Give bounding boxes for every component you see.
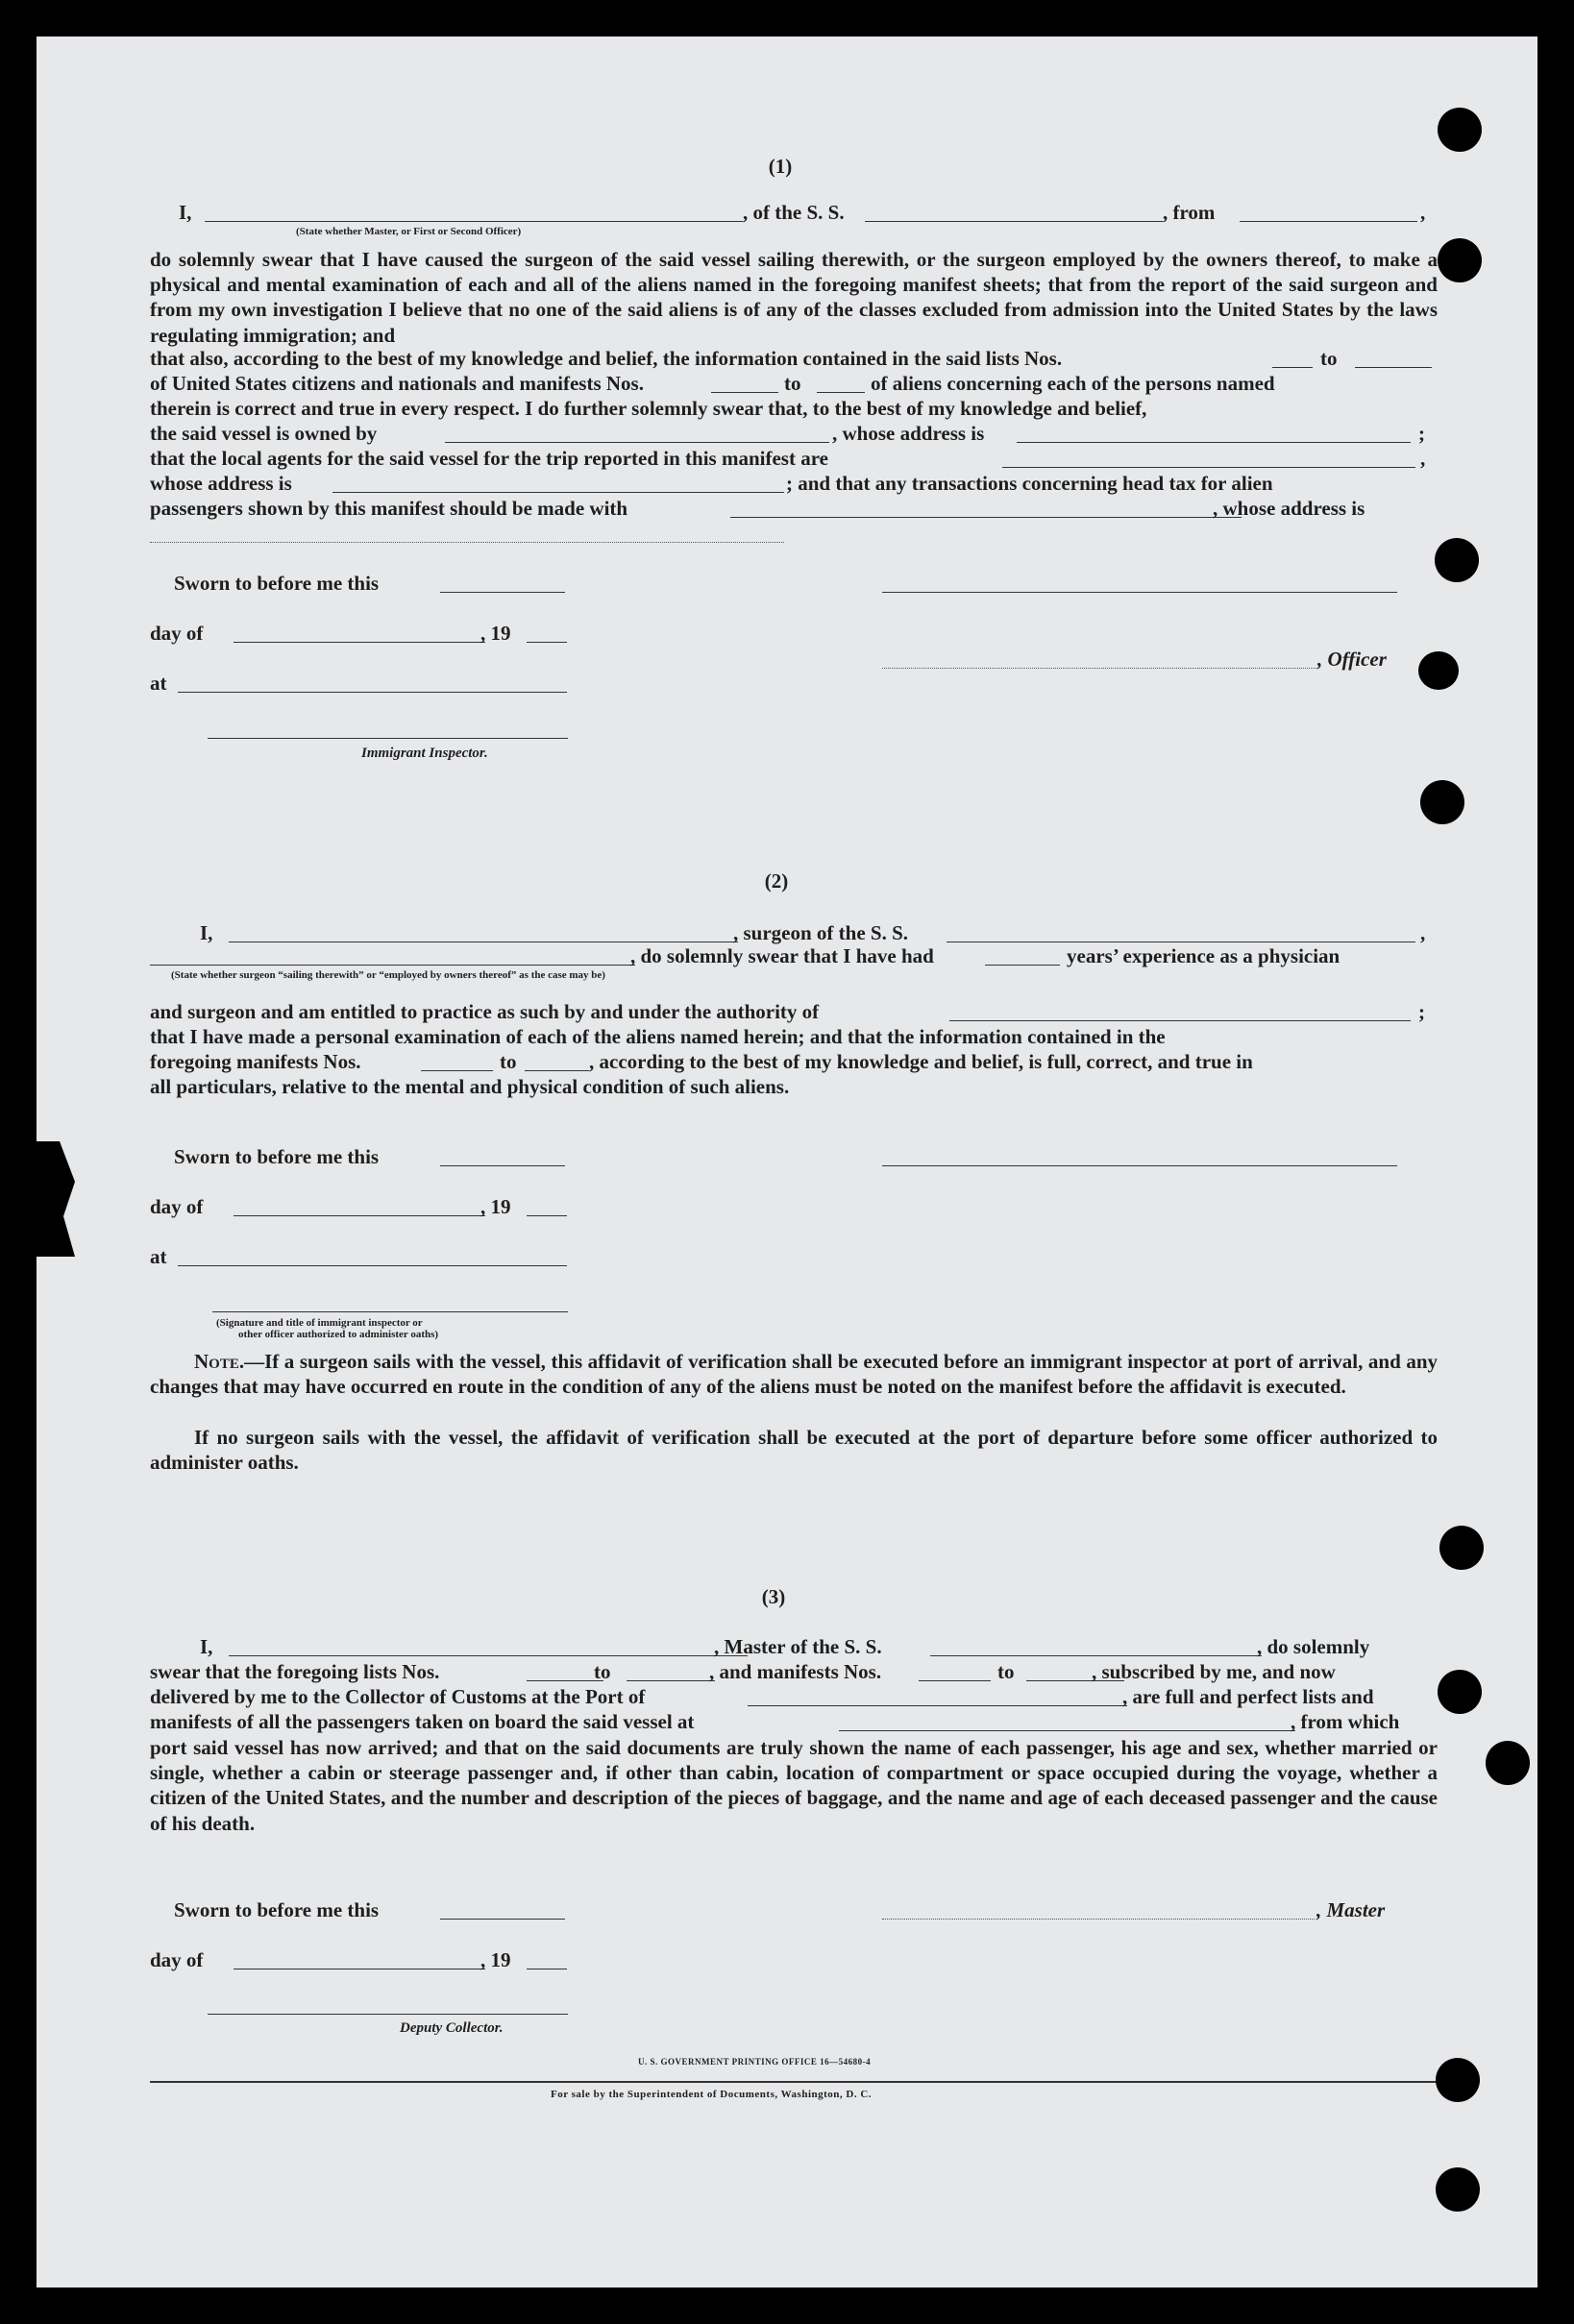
s1-manifests-to-label: to bbox=[784, 372, 801, 395]
s2-sailing-blank[interactable] bbox=[150, 965, 635, 966]
s2-authority-blank[interactable] bbox=[949, 1020, 1411, 1021]
s3-collector-label: Deputy Collector. bbox=[400, 2020, 504, 2036]
s2-year-label: , 19 bbox=[480, 1195, 511, 1218]
s1-at-blank[interactable] bbox=[178, 692, 567, 693]
punch-hole-1 bbox=[1438, 108, 1482, 152]
s1-agents-address-blank[interactable] bbox=[332, 492, 784, 493]
s3-solemnly-text: , do solemnly bbox=[1257, 1635, 1370, 1658]
s3-sworn-label: Sworn to before me this bbox=[174, 1898, 380, 1921]
s1-signature-blank[interactable] bbox=[882, 592, 1397, 593]
s2-signature-note-1: (Signature and title of immigrant inspector or bbox=[216, 1317, 423, 1329]
s1-officer-label: , Officer bbox=[1317, 648, 1387, 671]
punch-hole-4 bbox=[1418, 651, 1459, 690]
s3-subscribed-text: , subscribed by me, and now bbox=[1092, 1660, 1336, 1683]
s3-body: port said vessel has now arrived; and that on the said documents are truly shown the name of each passenger, his age and sex, whether married or single, whether a cabin or steerage passenger and, if other than cabin, location of compartment or space occupied during the voyage, whether a citizen of the United States, and the number and description of the pieces of baggage, and the name and age of each deceased passenger and the cause of his death. bbox=[150, 1736, 1438, 1835]
s1-lists-to-label: to bbox=[1320, 347, 1338, 370]
s1-inspector-sign-blank[interactable] bbox=[208, 738, 568, 739]
s1-i-label: I, bbox=[179, 201, 192, 224]
s2-note-text: —If a surgeon sails with the vessel, this affidavit of verification shall be executed before an immigrant inspector at port of arrival, and any changes that may have occurred en route in the condition of any of the aliens must be noted on the manifest before the affidavit is executed. bbox=[150, 1350, 1438, 1399]
s3-from-which-text: , from which bbox=[1291, 1710, 1400, 1733]
s3-collector-sign-blank[interactable] bbox=[208, 2014, 568, 2015]
s1-manifests-from-blank[interactable] bbox=[711, 392, 778, 393]
s1-year-label: , 19 bbox=[480, 622, 511, 645]
s3-master-label: , Master bbox=[1316, 1898, 1386, 1921]
s1-headtax-blank[interactable] bbox=[730, 517, 1242, 518]
s1-of-ss-label: , of the S. S. bbox=[743, 201, 845, 224]
s1-day-label: day of bbox=[150, 622, 204, 645]
s1-headtax-address-blank[interactable] bbox=[150, 542, 784, 543]
s2-years-text: years’ experience as a physician bbox=[1067, 944, 1340, 967]
s2-sworn-blank[interactable] bbox=[440, 1165, 565, 1166]
punch-hole-9 bbox=[1436, 2058, 1480, 2102]
s1-owner-end: ; bbox=[1418, 422, 1425, 445]
s2-at-blank[interactable] bbox=[178, 1265, 567, 1266]
s1-agents-address-label: whose address is bbox=[150, 472, 292, 495]
s1-aliens-text: of aliens concerning each of the persons named bbox=[871, 372, 1275, 395]
s2-note-label: Note. bbox=[194, 1350, 245, 1373]
s1-from-blank[interactable] bbox=[1240, 221, 1417, 222]
punch-hole-8 bbox=[1486, 1741, 1530, 1785]
s2-full-correct-text: , according to the best of my knowledge and belief, is full, correct, and true in bbox=[589, 1050, 1253, 1073]
s1-officer-blank[interactable] bbox=[205, 221, 743, 222]
s1-owner-address-label: , whose address is bbox=[832, 422, 985, 445]
s1-lists-to-blank[interactable] bbox=[1355, 367, 1432, 368]
s3-port-blank[interactable] bbox=[748, 1705, 1127, 1706]
s3-manifests-text: manifests of all the passengers taken on board the said vessel at bbox=[150, 1710, 695, 1733]
s2-inspector-sign-blank[interactable] bbox=[212, 1311, 568, 1312]
s3-full-lists-text: , are full and perfect lists and bbox=[1122, 1685, 1374, 1708]
s1-owned-label: the said vessel is owned by bbox=[150, 422, 378, 445]
s2-manifests-from-blank[interactable] bbox=[421, 1070, 493, 1071]
s3-lists-from-blank[interactable] bbox=[527, 1680, 603, 1681]
s3-year-label: , 19 bbox=[480, 1948, 511, 1971]
s2-surgeon-of-label: , surgeon of the S. S. bbox=[733, 921, 909, 944]
punch-hole-7 bbox=[1438, 1670, 1482, 1714]
s1-agents-text: that the local agents for the said vessel for the trip reported in this manifest are bbox=[150, 447, 828, 470]
s1-line1-end: , bbox=[1420, 201, 1426, 224]
s1-headtax-text: ; and that any transactions concerning head tax for alien bbox=[786, 472, 1273, 495]
s3-master-sign-blank[interactable] bbox=[882, 1919, 1315, 1920]
s2-swear-text: , do solemnly swear that I have had bbox=[630, 944, 934, 967]
s3-port-text: delivered by me to the Collector of Customs at the Port of bbox=[150, 1685, 646, 1708]
s1-sworn-label: Sworn to before me this bbox=[174, 572, 380, 595]
s2-day-blank[interactable] bbox=[234, 1215, 485, 1216]
s1-manifests-text: of United States citizens and nationals and manifests Nos. bbox=[150, 372, 644, 395]
s3-manifests-to-label: to bbox=[997, 1660, 1015, 1683]
s3-lists-label: swear that the foregoing lists Nos. bbox=[150, 1660, 440, 1683]
section-1-heading: (1) bbox=[768, 155, 793, 178]
s1-officer-note: (State whether Master, or First or Second Officer) bbox=[296, 226, 522, 237]
s3-i-label: I, bbox=[200, 1635, 213, 1658]
s2-manifests-label: foregoing manifests Nos. bbox=[150, 1050, 361, 1073]
form-page bbox=[37, 37, 1537, 2287]
paper-edge-tear bbox=[37, 1141, 75, 1257]
s3-master-of-label: , Master of the S. S. bbox=[714, 1635, 882, 1658]
s1-vessel-blank[interactable] bbox=[865, 221, 1163, 222]
s1-year-blank[interactable] bbox=[527, 642, 567, 643]
s3-sworn-blank[interactable] bbox=[440, 1919, 565, 1920]
s2-examination-text: that I have made a personal examination of each of the aliens named herein; and that the information contained in the bbox=[150, 1025, 1166, 1048]
s2-note-2: If no surgeon sails with the vessel, the affidavit of verification shall be executed at the port of departure before some officer authorized to administer oaths. bbox=[150, 1426, 1438, 1475]
printing-office-imprint: U. S. GOVERNMENT PRINTING OFFICE 16—54680-4 bbox=[638, 2057, 872, 2067]
punch-hole-2 bbox=[1438, 238, 1482, 282]
s1-inspector-label: Immigrant Inspector. bbox=[361, 746, 488, 761]
section-3-heading: (3) bbox=[761, 1585, 786, 1608]
s1-officer-sign-blank[interactable] bbox=[882, 668, 1317, 669]
s2-signature-blank[interactable] bbox=[882, 1165, 1397, 1166]
s1-headtax-address-label: , whose address is bbox=[1213, 497, 1365, 520]
s2-years-blank[interactable] bbox=[985, 965, 1060, 966]
s3-lists-to-label: to bbox=[594, 1660, 611, 1683]
s2-note bbox=[150, 1349, 1438, 1399]
s1-from-label: , from bbox=[1163, 201, 1216, 224]
s2-manifests-to-label: to bbox=[500, 1050, 517, 1073]
s1-owner-address-blank[interactable] bbox=[1017, 442, 1411, 443]
s3-manifests-from-blank[interactable] bbox=[919, 1680, 991, 1681]
section-2-heading: (2) bbox=[764, 869, 789, 893]
s1-body: do solemnly swear that I have caused the surgeon of the said vessel sailing therewith, or the surgeon employed by the owners thereof, to make a physical and mental examination of each and all of the aliens named in the foregoing manifest sheets; that from the report of the said surgeon and from my own investigation I believe that no one of the said aliens is of any of the classes excluded from admission into the United States by the laws regulating immigration; and bbox=[150, 248, 1438, 347]
s1-owner-blank[interactable] bbox=[445, 442, 829, 443]
s3-day-label: day of bbox=[150, 1948, 204, 1971]
s2-particulars-text: all particulars, relative to the mental and physical condition of such aliens. bbox=[150, 1075, 790, 1098]
s2-surgeon-note: (State whether surgeon “sailing therewith” or “employed by owners thereof” as the case may be) bbox=[171, 969, 605, 981]
s1-passengers-text: passengers shown by this manifest should be made with bbox=[150, 497, 628, 520]
punch-hole-3 bbox=[1435, 538, 1479, 582]
s3-vessel-blank[interactable] bbox=[930, 1655, 1262, 1656]
s2-line1-end: , bbox=[1420, 921, 1426, 944]
s1-agents-end: , bbox=[1420, 447, 1426, 470]
s2-at-label: at bbox=[150, 1245, 167, 1268]
s3-lists-to-blank[interactable] bbox=[627, 1680, 715, 1681]
s1-at-label: at bbox=[150, 672, 167, 695]
s2-manifests-to-blank[interactable] bbox=[525, 1070, 589, 1071]
s2-authority-end: ; bbox=[1418, 1000, 1425, 1023]
s1-agents-blank[interactable] bbox=[1002, 467, 1415, 468]
s1-manifests-to-blank[interactable] bbox=[817, 392, 865, 393]
s2-authority-text: and surgeon and am entitled to practice as such by and under the authority of bbox=[150, 1000, 820, 1023]
s1-lists-text: that also, according to the best of my knowledge and belief, the information contained in the said lists Nos. bbox=[150, 347, 1063, 370]
punch-hole-5 bbox=[1420, 780, 1464, 824]
s2-i-label: I, bbox=[200, 921, 213, 944]
footer-rule bbox=[150, 2081, 1436, 2083]
s3-taken-at-blank[interactable] bbox=[839, 1730, 1295, 1731]
s1-lists-from-blank[interactable] bbox=[1272, 367, 1313, 368]
s1-sworn-blank[interactable] bbox=[440, 592, 565, 593]
s2-year-blank[interactable] bbox=[527, 1215, 567, 1216]
sale-notice: For sale by the Superintendent of Documents, Washington, D. C. bbox=[551, 2089, 873, 2100]
s1-correct-text: therein is correct and true in every respect. I do further solemnly swear that, to the best of my knowledge and belief, bbox=[150, 397, 1147, 420]
s3-manifests-label: , and manifests Nos. bbox=[709, 1660, 882, 1683]
s2-signature-note-2: other officer authorized to administer oaths) bbox=[238, 1329, 439, 1340]
s1-day-blank[interactable] bbox=[234, 642, 485, 643]
s2-sworn-label: Sworn to before me this bbox=[174, 1145, 380, 1168]
s3-master-name-blank[interactable] bbox=[229, 1655, 748, 1656]
s2-day-label: day of bbox=[150, 1195, 204, 1218]
punch-hole-10 bbox=[1436, 2167, 1480, 2212]
punch-hole-6 bbox=[1439, 1526, 1484, 1570]
